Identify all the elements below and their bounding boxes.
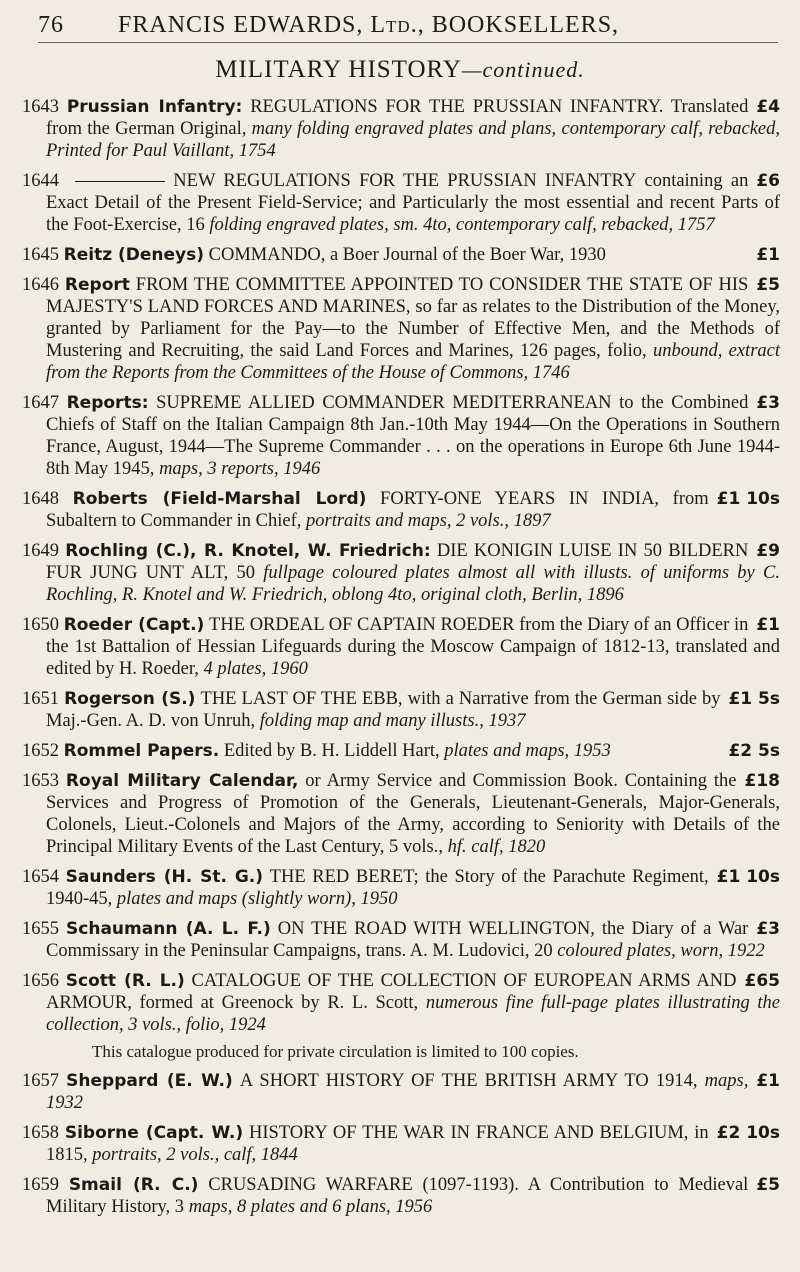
section-title-text: MILITARY HISTORY	[215, 56, 462, 83]
entry-details: maps, 8 plates and 6 plans, 1956	[188, 1197, 433, 1217]
entry-text: containing an Exact Detail of the Present Field-Service; and Particularly the most essential and recent Parts of the Foot-Exercise, 16	[46, 171, 780, 235]
entry-number: 1648	[22, 489, 59, 509]
entry-note: This catalogue produced for private circulation is limited to 100 copies.	[92, 1042, 579, 1061]
catalogue-entry	[22, 770, 780, 858]
entry-author: Smail (R. C.)	[68, 1175, 199, 1195]
entry-details: portraits and maps, 2 vols., 1897	[306, 511, 551, 531]
entry-title: NEW REGULATIONS FOR THE PRUSSIAN INFANTRY	[173, 171, 637, 191]
section-continued: —continued.	[461, 57, 585, 82]
catalogue-entry	[22, 1174, 780, 1218]
entry-details: hf. calf, 1820	[447, 837, 546, 857]
entry-number: 1646	[22, 275, 59, 295]
ditto-dash	[75, 181, 165, 182]
catalogue-entries	[22, 96, 780, 1226]
catalogue-entry	[22, 688, 780, 732]
entry-author: Royal Military Calendar,	[65, 771, 299, 791]
catalogue-entry	[22, 1122, 780, 1166]
entry-number: 1652	[22, 741, 59, 761]
entry-author: Schaumann (A. L. F.)	[66, 919, 271, 939]
entry-title: THE ORDEAL OF CAPTAIN ROEDER	[209, 615, 515, 635]
entry-author: Rogerson (S.)	[64, 689, 196, 709]
entry-number: 1644	[22, 171, 59, 191]
entry-text: 50	[228, 563, 264, 583]
entry-price: £2 10s	[716, 1123, 780, 1143]
entry-title: THE RED BERET;	[269, 867, 419, 887]
entry-text: (1097-1193). A Contribution to Medieval Military History, 3	[46, 1175, 749, 1217]
entry-price: £1 10s	[716, 489, 780, 509]
entry-details: unbound, extract from the Reports from the Committees of the House of Commons, 1746	[46, 341, 780, 383]
entry-title: THE LAST OF THE EBB,	[200, 689, 403, 709]
entry-title: CATALOGUE OF THE COLLECTION OF EUROPEAN ARMS AND ARMOUR,	[46, 971, 737, 1013]
entry-title: FROM THE COMMITTEE APPOINTED TO CONSIDER THE STATE OF HIS MAJESTY'S LAND FORCES AND MARINES,	[46, 275, 749, 317]
entry-author: Rochling (C.), R. Knotel, W. Friedrich:	[65, 541, 431, 561]
entry-title: SUPREME ALLIED COMMANDER MEDITERRANEAN	[156, 393, 612, 413]
entry-text: in 1815,	[46, 1123, 709, 1165]
entry-price: £1	[756, 615, 780, 635]
entry-title: A SHORT HISTORY OF THE BRITISH ARMY TO 1914,	[239, 1071, 698, 1091]
entry-text: formed at Greenock by R. L. Scott,	[131, 993, 426, 1013]
entry-price: £2 5s	[728, 741, 780, 761]
catalogue-entry	[22, 614, 780, 680]
entry-details: many folding engraved plates and plans, contemporary calf, rebacked, Printed for Paul Vaillant, 1754	[46, 119, 780, 161]
entry-author: Reports:	[66, 393, 149, 413]
entry-text: the Diary of a War Commissary in the Peninsular Campaigns, trans. A. M. Ludovici, 20	[46, 919, 749, 961]
catalogue-entry	[22, 866, 780, 910]
entry-text: so far as relates to the Distribution of the Money, granted by Parliament for the Pay—to the Number of Effective Men, and the Methods of Mustering and Recruiting, the said Land Forces and Marines, 126 pages, folio,	[46, 297, 780, 361]
firm-name: FRANCIS EDWARDS, Ltd., BOOKSELLERS,	[118, 12, 620, 38]
entry-price: £1	[756, 245, 780, 265]
entry-text: from Subaltern to Commander in Chief,	[46, 489, 709, 531]
entry-author: Roberts (Field-Marshal Lord)	[72, 489, 367, 509]
entry-number: 1647	[22, 393, 59, 413]
entry-number: 1659	[22, 1175, 59, 1195]
entry-text: a Boer Journal of the Boer War, 1930	[325, 245, 606, 265]
entry-title: CRUSADING WARFARE	[208, 1175, 413, 1195]
entry-author: Rommel Papers.	[63, 741, 220, 761]
entry-details: fullpage coloured plates almost all with illusts. of uniforms by C. Rochling, R. Knotel and W. Friedrich, oblong 4to, original cloth, Berlin, 1896	[46, 563, 780, 605]
entry-price: £18	[744, 771, 780, 791]
entry-details: portraits, 2 vols., calf, 1844	[92, 1145, 298, 1165]
entry-price: £4	[756, 97, 780, 117]
entry-details: 4 plates, 1960	[203, 659, 308, 679]
entry-number: 1656	[22, 971, 59, 991]
catalogue-entry	[22, 1070, 780, 1114]
entry-number: 1658	[22, 1123, 59, 1143]
entry-details: plates and maps, 1953	[444, 741, 611, 761]
catalogue-entry	[22, 392, 780, 480]
entry-price: £65	[744, 971, 780, 991]
catalogue-entry	[22, 244, 780, 266]
entry-number: 1653	[22, 771, 59, 791]
entry-number: 1657	[22, 1071, 59, 1091]
entry-text: the Story of the Parachute Regiment, 1940-45,	[46, 867, 709, 909]
entry-details: folding engraved plates, sm. 4to, contemporary calf, rebacked, 1757	[209, 215, 715, 235]
entry-details: maps, 3 reports, 1946	[159, 459, 321, 479]
entry-text: to the Combined Chiefs of Staff on the Italian Campaign 8th Jan.-10th May 1944—On the Operations in Southern France, August, 1944—The Supreme Commander . . . on the operations in Europe 6th June 1944-8th May 1945,	[46, 393, 780, 479]
entry-text: Edited by B. H. Liddell Hart,	[223, 741, 445, 761]
entry-price: £6	[756, 171, 780, 191]
entry-price: £3	[756, 393, 780, 413]
entry-text: Translated from the German Original,	[46, 97, 749, 139]
entry-text: or Army Service and Commission Book. Containing the Services and Progress of Promotion of the Generals, Lieutenant-Generals, Major-Generals, Colonels, Lieut.-Colonels and Majors of the Army, according to Seniority with Details of the Principal Military Events of the Last Century, 5 vols.,	[46, 771, 780, 857]
catalogue-entry	[22, 540, 780, 606]
entry-price: £1 5s	[728, 689, 780, 709]
entry-text: from the Diary of an Officer in the 1st Battalion of Hessian Lifeguards during the Moscow Campaign of 1812-13, translated and edited by H. Roeder,	[46, 615, 780, 679]
entry-details: numerous fine full-page plates illustrating the collection, 3 vols., folio, 1924	[46, 993, 780, 1035]
entry-details: coloured plates, worn, 1922	[557, 941, 765, 961]
entry-text	[698, 1071, 705, 1091]
entry-price: £9	[756, 541, 780, 561]
catalogue-entry	[22, 970, 780, 1036]
entry-author: Roeder (Capt.)	[63, 615, 205, 635]
page-number: 76	[38, 12, 64, 38]
entry-details: maps, 1932	[46, 1071, 749, 1113]
entry-text: with a Narrative from the German side by Maj.-Gen. A. D. von Unruh,	[46, 689, 721, 731]
catalogue-entry	[22, 488, 780, 532]
catalogue-entry	[22, 96, 780, 162]
page-header	[38, 10, 778, 43]
entry-price: £1 10s	[716, 867, 780, 887]
entry-number: 1645	[22, 245, 59, 265]
catalogue-entry	[22, 740, 780, 762]
entry-price: £1	[756, 1071, 780, 1091]
entry-number: 1655	[22, 919, 59, 939]
entry-number: 1654	[22, 867, 59, 887]
entry-author: Sheppard (E. W.)	[66, 1071, 233, 1091]
entry-author: Report	[64, 275, 130, 295]
entry-title: FORTY-ONE YEARS IN INDIA,	[380, 489, 660, 509]
entry-number: 1650	[22, 615, 59, 635]
entry-author: Scott (R. L.)	[65, 971, 185, 991]
entry-title: DIE KONIGIN LUISE IN 50 BILDERN FUR JUNG UNT ALT,	[46, 541, 749, 583]
entry-author: Prussian Infantry:	[66, 97, 243, 117]
catalogue-entry	[22, 274, 780, 384]
entry-price: £5	[756, 1175, 780, 1195]
entry-title: HISTORY OF THE WAR IN FRANCE AND BELGIUM,	[248, 1123, 689, 1143]
entry-author: Saunders (H. St. G.)	[65, 867, 264, 887]
entry-price: £5	[756, 275, 780, 295]
entry-price: £3	[756, 919, 780, 939]
entry-author: Siborne (Capt. W.)	[64, 1123, 244, 1143]
entry-author: Reitz (Deneys)	[63, 245, 205, 265]
entry-number: 1651	[22, 689, 59, 709]
entry-title: COMMANDO,	[208, 245, 326, 265]
entry-number: 1649	[22, 541, 59, 561]
catalogue-entry	[22, 170, 780, 236]
entry-details: folding map and many illusts., 1937	[259, 711, 526, 731]
section-title	[0, 56, 800, 84]
catalogue-entry	[22, 918, 780, 962]
entry-title: REGULATIONS FOR THE PRUSSIAN INFANTRY.	[250, 97, 664, 117]
entry-number: 1643	[22, 97, 59, 117]
entry-details: plates and maps (slightly worn), 1950	[116, 889, 398, 909]
entry-title: ON THE ROAD WITH WELLINGTON,	[277, 919, 595, 939]
